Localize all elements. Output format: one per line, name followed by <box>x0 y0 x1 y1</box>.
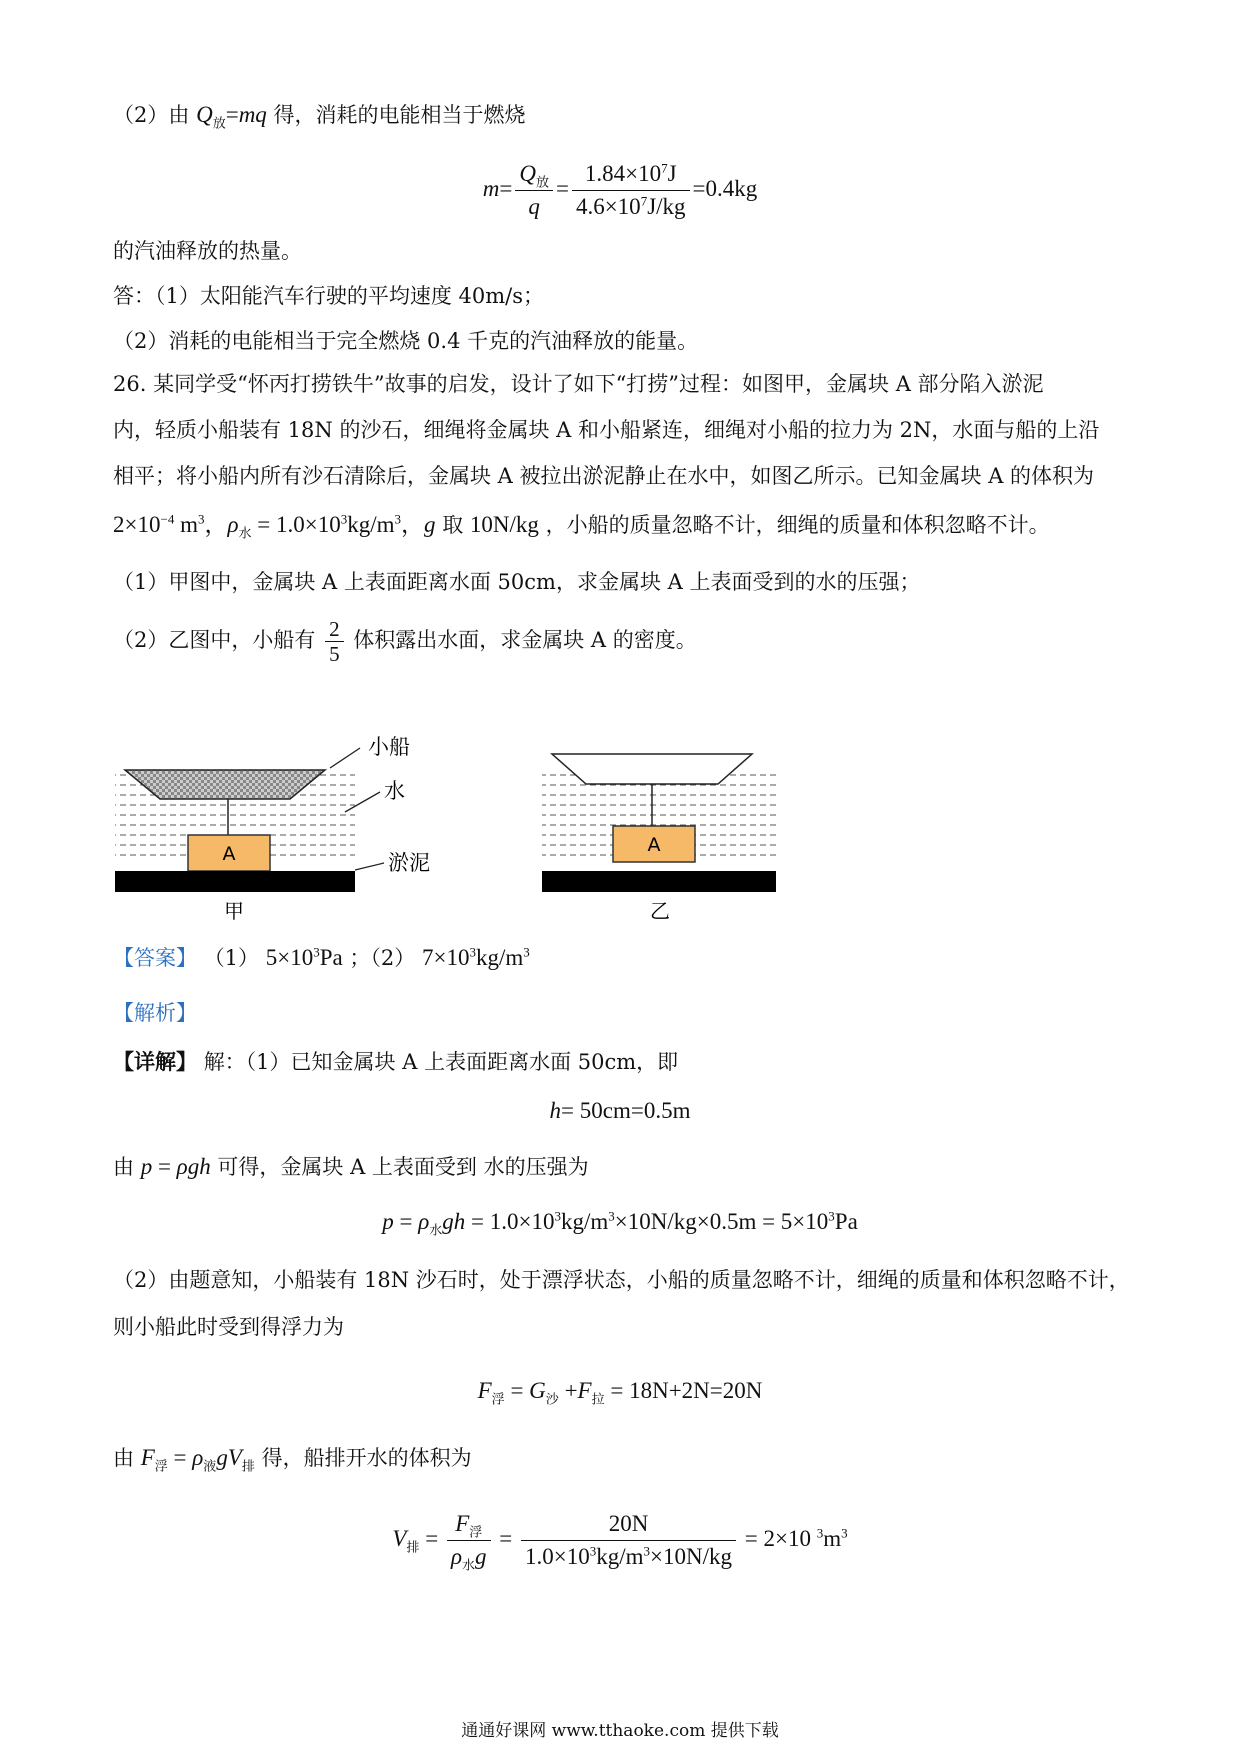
answer-line-2: （2）消耗的电能相当于完全燃烧 0.4 千克的汽油释放的能量。 <box>113 329 699 353</box>
boat <box>552 754 752 784</box>
text: 可得，金属块 A 上表面受到 水的压强为 <box>217 1155 589 1179</box>
block-label: A <box>222 843 236 865</box>
analysis-tag: 【解析】 <box>113 1001 197 1025</box>
answer-line-1: 答：（1）太阳能汽车行驶的平均速度 40m/s； <box>113 284 545 308</box>
text: 由 <box>113 1446 134 1470</box>
question-number: 26. <box>113 372 147 396</box>
answer-tag: 【答案】 <box>113 946 197 970</box>
fraction-two-fifths: $\frac{2}{5}$ <box>325 617 344 666</box>
solution-pressure-intro <box>113 1152 589 1182</box>
question-line-4 <box>113 510 1050 540</box>
formula: $2\times 10^{-4}$ $m^3$，$\rho_水 = 1.0\times 10^3kg/m^3$，g <box>113 511 436 541</box>
answer-line <box>113 943 530 973</box>
text: 取 <box>442 513 464 537</box>
water-label: 水 <box>384 779 405 803</box>
text: （2）乙图中，小船有 <box>113 628 316 652</box>
figure-right <box>542 754 776 923</box>
question-line-3: 相平；将小船内所有沙石清除后，金属块 A 被拉出淤泥静止在水中，如图乙所示。已知金属块 A 的体积为 <box>113 464 1095 488</box>
paragraph: 的汽油释放的热量。 <box>113 239 302 263</box>
formula: $7\times 10^3kg/m^3$ <box>421 944 530 970</box>
block-label: A <box>647 834 661 856</box>
solution-volume-intro <box>113 1443 472 1473</box>
solution-step-1 <box>113 1047 678 1077</box>
text: 解：（1）已知金属块 A 上表面距离水面 50cm，即 <box>203 1050 679 1074</box>
equation-pressure: $p = \rho_水gh = 1.0\times 10^3kg/m^3\times 10N/kg\times 0.5m = 5\times 10^3Pa$ <box>382 1208 858 1238</box>
caption-left: 甲 <box>224 899 244 923</box>
question-line-1 <box>113 369 1044 399</box>
formula: $Q_放=mq$ <box>196 102 267 131</box>
solution-step-2b: 则小船此时受到得浮力为 <box>113 1315 344 1339</box>
sub-question-2 <box>113 617 697 666</box>
figure-left <box>115 735 430 923</box>
result: = 50cm=0.5m <box>561 1098 691 1123</box>
text: （1） <box>203 946 260 970</box>
formula: 10N/kg <box>469 512 539 537</box>
formula: $5\times 10^3Pa$ <box>265 944 343 970</box>
formula: $F_浮 = \rho_液gV_排$ <box>140 1445 255 1474</box>
text: 得，消耗的电能相当于燃烧 <box>273 103 526 127</box>
result: =0.4kg <box>692 175 758 201</box>
text: （2）由 <box>113 103 190 127</box>
boat-label: 小船 <box>368 735 410 759</box>
paragraph <box>113 100 526 130</box>
equation-h: h= 50cm=0.5m <box>549 1098 691 1123</box>
sub-question-1: （1）甲图中，金属块 A 上表面距离水面 50cm，求金属块 A 上表面受到的水的压强； <box>113 570 921 594</box>
mud-layer <box>542 871 776 892</box>
equation-buoyancy: $F_浮 = G_沙 +F_拉 = 18N+2N=20N$ <box>477 1378 763 1407</box>
text: ；（2） <box>349 946 416 970</box>
text: ，小船的质量忽略不计，细绳的质量和体积忽略不计。 <box>545 513 1050 537</box>
question-line-2: 内，轻质小船装有 18N 的沙石，细绳将金属块 A 和小船紧连，细绳对小船的拉力为 2N，水面与船的上沿 <box>113 418 1100 442</box>
detail-tag: 【详解】 <box>113 1049 197 1074</box>
equation-mass: m= $\frac{Q_放}{q}$ = $\frac{1.84\times 10^7J}{4.6\times 10^7J/kg}$ =0.4kg <box>0 158 1240 223</box>
text: 体积露出水面，求金属块 A 的密度。 <box>353 628 697 652</box>
mud-layer <box>115 871 355 892</box>
caption-right: 乙 <box>650 899 670 923</box>
mud-label: 淤泥 <box>388 851 430 875</box>
solution-step-2: （2）由题意知，小船装有 18N 沙石时，处于漂浮状态，小船的质量忽略不计，细绳的质量和体积忽略不计， <box>113 1268 1130 1292</box>
text: 某同学受“怀丙打捞铁牛”故事的启发，设计了如下“打捞”过程：如图甲，金属块 A 部分陷入淤泥 <box>153 372 1044 396</box>
equation-volume: $V_排$ = $\frac{F_浮}{\rho_水g}$ = $\frac{20N}{1.0\times 10^3kg/m^3\times 10N/kg}$ = 2×10 $^3m^3$ <box>0 1505 1240 1573</box>
text: 由 <box>113 1155 134 1179</box>
footer: 通通好课网 www.tthaoke.com 提供下载 <box>461 1721 779 1741</box>
boat-with-sand <box>125 770 325 799</box>
text: 得，船排开水的体积为 <box>261 1446 472 1470</box>
formula: p = ρgh <box>140 1154 211 1179</box>
